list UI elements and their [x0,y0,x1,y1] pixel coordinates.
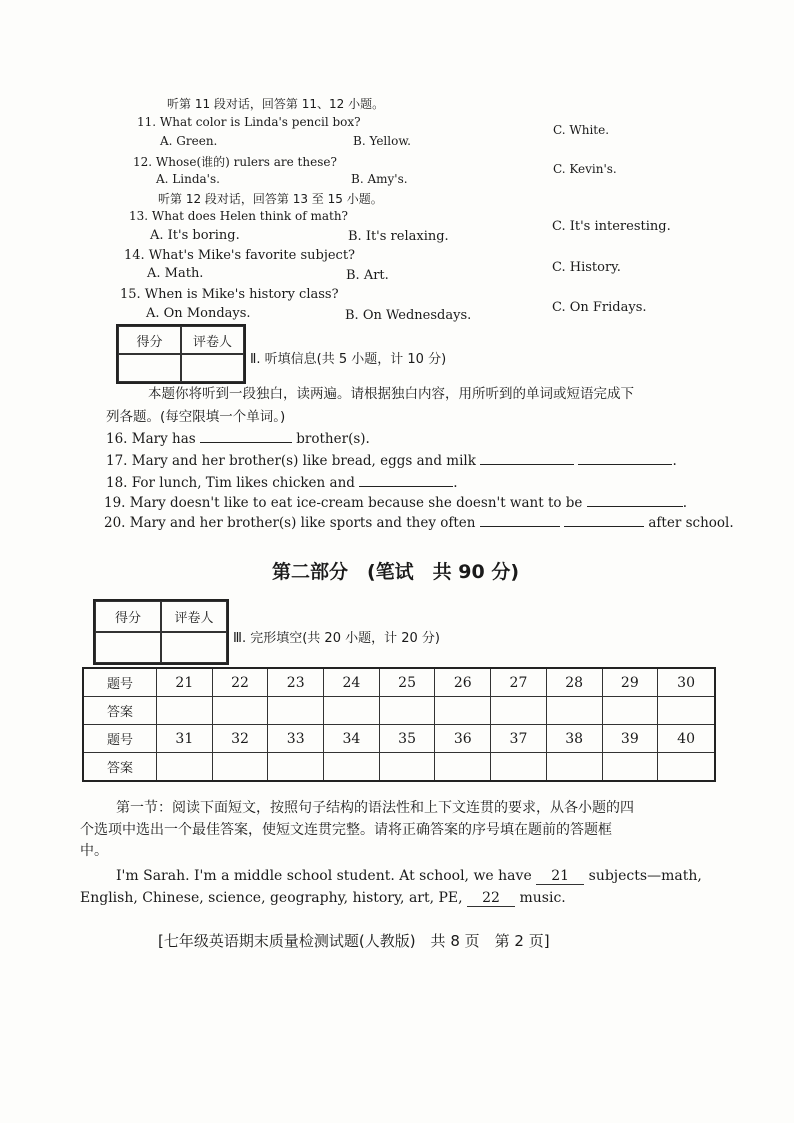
q11-option-c: C. White. [553,123,610,137]
question-number: 34 [324,725,380,753]
part-2-title: 第二部分 (笔试 共 90 分) [272,561,520,583]
q16-text-end: brother(s). [296,431,370,447]
q13-option-b: B. It's relaxing. [348,229,449,244]
cloze-instruction-line-1: 第一节：阅读下面短文，按照句子结构的语法性和上下文连贯的要求，从各小题的四 [116,800,634,816]
answer-cell[interactable] [435,697,491,725]
grader-cell[interactable] [181,354,244,382]
passage-text: I'm Sarah. I'm a middle school student. At school, we have [116,868,532,884]
answer-cell[interactable] [324,697,380,725]
q17-blank-2[interactable] [578,452,672,465]
question-18 [106,474,458,491]
question-number: 40 [658,725,715,753]
q15-option-a: A. On Mondays. [146,306,251,321]
q16-blank[interactable] [200,430,292,443]
question-number: 38 [546,725,602,753]
question-number: 28 [546,668,602,697]
question-number-label: 题号 [83,725,157,753]
question-20 [104,514,734,531]
question-number: 30 [658,668,715,697]
cloze-blank-21[interactable]: 21 [536,868,584,885]
q17-text-end: . [672,453,677,469]
q20-blank-2[interactable] [564,514,644,527]
answer-cell[interactable] [157,753,213,782]
question-number: 37 [491,725,547,753]
answer-label: 答案 [83,753,157,782]
question-number: 27 [491,668,547,697]
question-number: 39 [602,725,658,753]
answer-label: 答案 [83,697,157,725]
q11-option-a: A. Green. [160,134,218,148]
grader-label: 评卷人 [181,326,244,354]
table-row [83,668,715,697]
answer-cell[interactable] [379,697,435,725]
q14-option-b: B. Art. [346,268,389,283]
q17-blank-1[interactable] [480,452,574,465]
score-box-section-2 [116,324,246,384]
q16-text: 16. Mary has [106,431,196,447]
q11-option-b: B. Yellow. [353,134,411,148]
answer-cell[interactable] [268,697,324,725]
section-3-title: Ⅲ. 完形填空(共 20 小题，计 20 分) [233,631,440,646]
answer-cell[interactable] [157,697,213,725]
answer-cell[interactable] [602,753,658,782]
question-number: 33 [268,725,324,753]
answer-cell[interactable] [658,753,715,782]
answer-cell[interactable] [324,753,380,782]
score-label: 得分 [118,326,181,354]
q15-option-b: B. On Wednesdays. [345,308,472,323]
answer-table [82,667,716,782]
answer-cell[interactable] [379,753,435,782]
q12-option-c: C. Kevin's. [553,162,617,176]
question-14: 14. What's Mike's favorite subject? [124,248,356,263]
q12-option-a: A. Linda's. [156,172,220,186]
question-number: 21 [157,668,213,697]
q20-text-end: after school. [648,515,734,531]
answer-cell[interactable] [212,697,268,725]
question-number: 31 [157,725,213,753]
q18-blank[interactable] [359,474,453,487]
question-number: 25 [379,668,435,697]
q20-text: 20. Mary and her brother(s) like sports and they often [104,515,476,531]
question-17 [106,452,677,469]
table-row [83,753,715,782]
q19-text: 19. Mary doesn't like to eat ice-cream because she doesn't want to be [104,495,583,511]
q20-blank-1[interactable] [480,514,560,527]
q13-option-c: C. It's interesting. [552,219,671,234]
score-cell[interactable] [95,632,161,663]
q12-option-b: B. Amy's. [351,172,408,186]
question-19 [104,494,687,511]
question-number: 22 [212,668,268,697]
question-13: 13. What does Helen think of math? [129,209,348,223]
question-11: 11. What color is Linda's pencil box? [137,115,361,129]
answer-cell[interactable] [602,697,658,725]
grader-label: 评卷人 [161,601,227,632]
page-footer: [七年级英语期末质量检测试题(人教版) 共 8 页 第 2 页] [158,932,550,950]
answer-cell[interactable] [491,753,547,782]
q19-text-end: . [682,495,688,511]
answer-cell[interactable] [268,753,324,782]
answer-cell[interactable] [435,753,491,782]
question-number-label: 题号 [83,668,157,697]
q13-option-a: A. It's boring. [150,228,240,243]
q17-text: 17. Mary and her brother(s) like bread, eggs and milk [106,453,476,469]
cloze-passage-line-1 [116,868,702,885]
question-number: 36 [435,725,491,753]
score-box-section-3 [93,599,229,665]
question-12: 12. Whose(谁的) rulers are these? [133,155,337,169]
question-number: 26 [435,668,491,697]
q18-text-end: . [453,475,458,491]
table-row [83,725,715,753]
q15-option-c: C. On Fridays. [552,300,647,315]
q14-option-c: C. History. [552,260,621,275]
cloze-passage-line-2 [80,890,566,907]
section-2-instructions-line-2: 列各题。(每空限填一个单词。) [106,409,286,425]
answer-cell[interactable] [212,753,268,782]
question-number: 29 [602,668,658,697]
question-number: 35 [379,725,435,753]
dialogue-11-header: 听第 11 段对话，回答第 11、12 小题。 [167,97,385,111]
section-2-title: Ⅱ. 听填信息(共 5 小题，计 10 分) [250,352,447,367]
passage-text: subjects—math, [588,868,702,884]
cloze-instruction-line-3: 中。 [80,843,108,859]
table-row [83,697,715,725]
answer-cell[interactable] [491,697,547,725]
score-cell[interactable] [118,354,181,382]
section-2-instructions-line-1: 本题你将听到一段独白，读两遍。请根据独白内容，用所听到的单词或短语完成下 [148,386,634,402]
cloze-blank-22[interactable]: 22 [467,890,515,907]
question-number: 32 [212,725,268,753]
cloze-instruction-line-2: 个选项中选出一个最佳答案，使短文连贯完整。请将正确答案的序号填在题前的答题框 [80,822,612,838]
grader-cell[interactable] [161,632,227,663]
answer-cell[interactable] [546,753,602,782]
passage-text: music. [519,890,566,906]
answer-cell[interactable] [658,697,715,725]
q14-option-a: A. Math. [147,266,204,281]
dialogue-12-header: 听第 12 段对话，回答第 13 至 15 小题。 [158,192,383,206]
passage-text: English, Chinese, science, geography, history, art, PE, [80,890,463,906]
question-number: 23 [268,668,324,697]
q19-blank[interactable] [587,494,683,507]
question-16 [106,430,370,447]
question-number: 24 [324,668,380,697]
q18-text: 18. For lunch, Tim likes chicken and [106,475,355,491]
question-15: 15. When is Mike's history class? [120,287,339,302]
answer-cell[interactable] [546,697,602,725]
score-label: 得分 [95,601,161,632]
